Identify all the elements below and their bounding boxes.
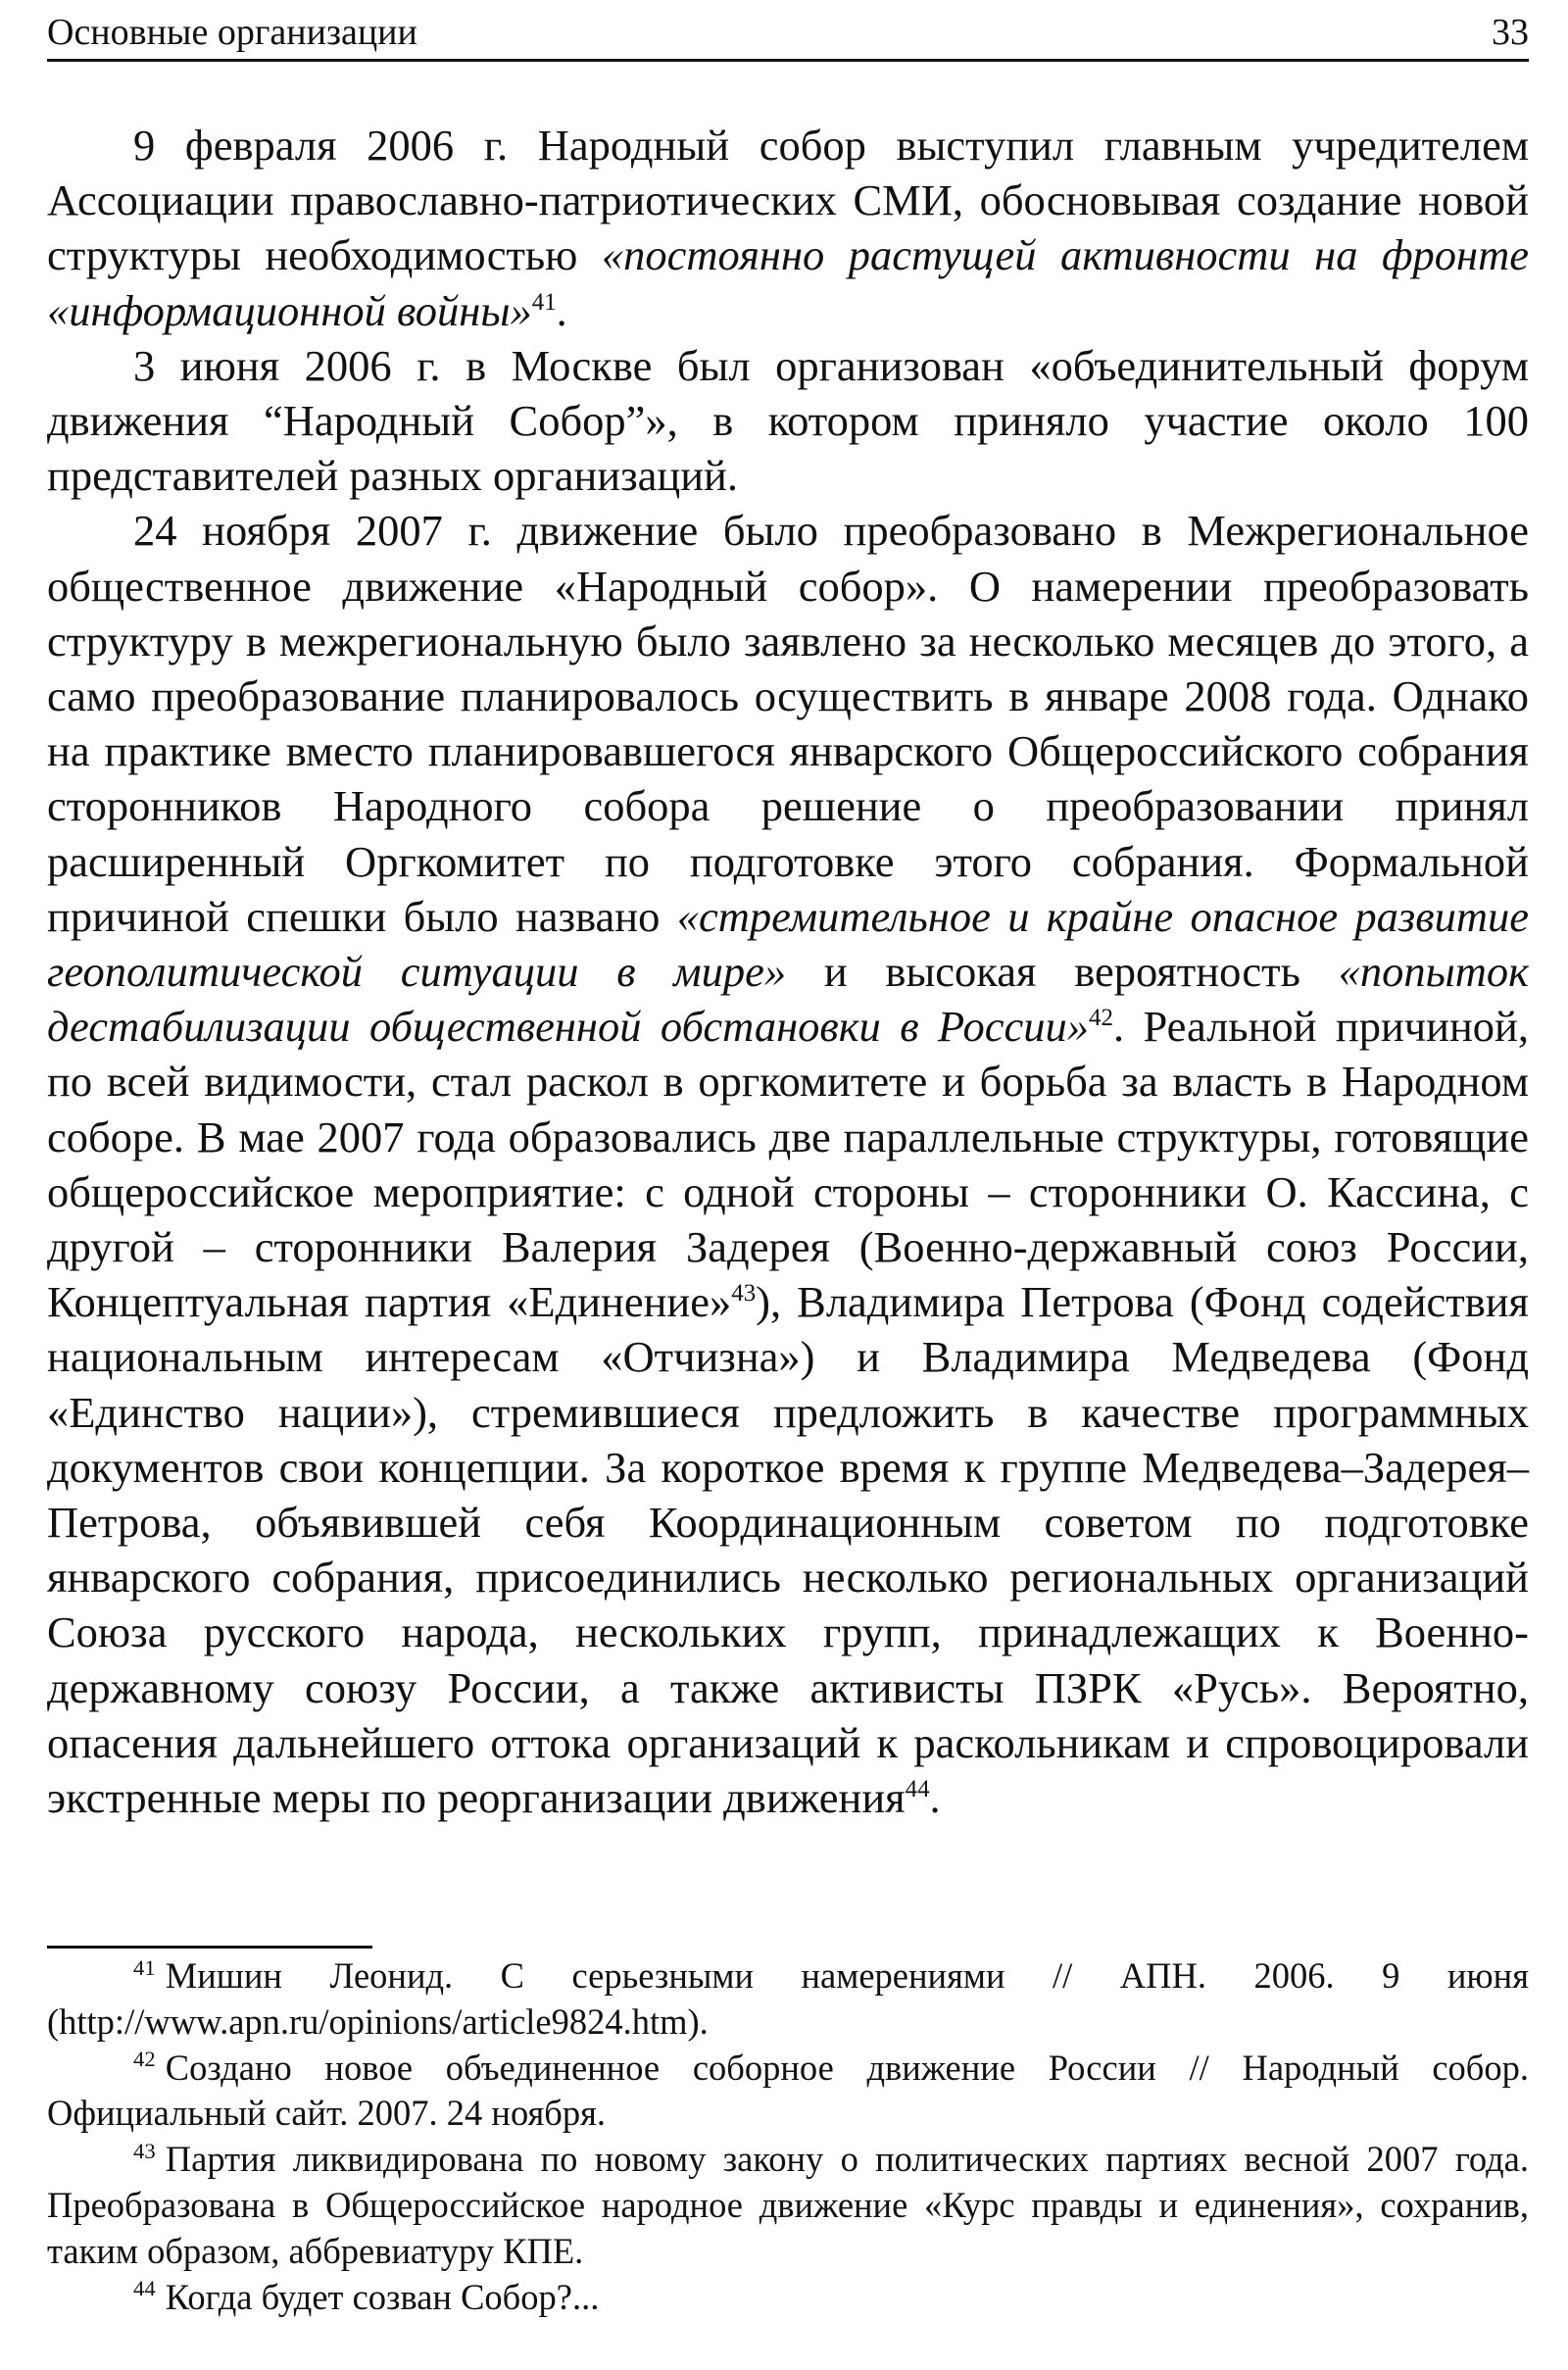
text-run: 24 ноября 2007 г. движение было преобразовано в Межрегиональное общественное движение «Народный собор». О намерении преобразовать структуру в межрегиональную было заявлено за несколько месяцев до этого, а само преобразование планировалось осуществить в январе 2008 года. Однако на практике вместо планировавшегося январского Общероссийского собрания сторонников Народного собора решение о преобразовании принял расширенный Оргкомитет по подготовке этого собрания. Формальной причиной спешки было названо	[47, 506, 1529, 941]
footnote	[47, 2275, 1529, 2321]
text-run: 3 июня 2006 г. в Москве был организован «объединительный форум движения “Народный Собор”», в котором приняло участие около 100 представителей разных организаций.	[47, 340, 1529, 501]
text-run: . Реальной причиной, по всей видимости, стал раскол в оргкомитете и борьба за власть в Народном соборе. В мае 2007 года образовались две параллельные структуры, готовящие общероссийское мероприятие: с одной стороны – сторонники О. Кассина, с другой – сторонники Валерия Задерея (Военно-державный союз России, Концептуальная партия «Единение»	[47, 1002, 1529, 1327]
footnote-number: 42	[133, 2047, 156, 2072]
footnote-text: Партия ликвидирована по новому закону о политических партиях весной 2007 года. Преобразована в Общероссийское народное движение «Курс правды и единения», сохранив, таким образом, аббревиатуру КПЕ.	[47, 2139, 1529, 2271]
footnote-divider	[47, 1946, 372, 1949]
page-number: 33	[1492, 12, 1529, 53]
footnote-text: Создано новое объединенное соборное движение России // Народный собор. Официальный сайт. 2007. 24 ноября.	[47, 2047, 1529, 2134]
body-paragraph	[47, 118, 1529, 338]
footnote-text: Мишин Леонид. С серьезными намерениями // АПН. 2006. 9 июня (http://www.apn.ru/opinions/article9824.htm).	[47, 1955, 1529, 2042]
main-text	[47, 118, 1529, 1825]
footnotes	[47, 1953, 1529, 2320]
text-run: .	[556, 285, 567, 335]
body-paragraph	[47, 503, 1529, 1825]
footnote-reference: 42	[1089, 1005, 1113, 1032]
footnote-number: 41	[133, 1954, 156, 1980]
text-run: ), Владимира Петрова (Фонд содействия национальным интересам «Отчизна») и Владимира Медведева (Фонд «Единство нации»), стремившиеся предложить в качестве программных документов свои концепции. За короткое время к группе Медведева–Задерея–Петрова, объявившей себя Координационным советом по подготовке январского собрания, присоединились несколько региональных организаций Союза русского народа, нескольких групп, принадлежащих к Военно-державному союзу России, а также активисты ПЗРК «Русь». Вероятно, опасения дальнейшего оттока организаций к раскольникам и спровоцировали экстренные меры по реорганизации движения	[47, 1277, 1530, 1823]
running-header	[47, 6, 1529, 62]
text-run: и высокая вероятность	[786, 947, 1339, 997]
quoted-text: «попыток дестабилизации общественной обстановки в России»	[47, 947, 1529, 1052]
footnote-reference: 41	[531, 288, 557, 316]
text-run: 9 февраля 2006 г. Народный собор выступил главным учредителем Ассоциации православно-патриотических СМИ, обосновывая создание новой структуры необходимостью	[47, 121, 1529, 280]
footnote-text: Когда будет созван Собор?...	[165, 2276, 600, 2317]
footnote	[47, 2137, 1529, 2274]
footnote-reference: 44	[905, 1776, 930, 1803]
footnote-reference: 43	[731, 1280, 757, 1308]
footnote-number: 44	[133, 2276, 156, 2301]
text-run: .	[929, 1773, 941, 1823]
quoted-text: «стремительное и крайне опасное развитие геополитической ситуации в мире»	[47, 891, 1529, 997]
body-paragraph	[47, 338, 1529, 504]
running-title: Основные организации	[47, 12, 417, 53]
quoted-text: «постоянно растущей активности на фронте «информационной войны»	[47, 230, 1529, 335]
footnote-number: 43	[133, 2139, 156, 2164]
footnote	[47, 2046, 1529, 2138]
footnote	[47, 1953, 1529, 2046]
